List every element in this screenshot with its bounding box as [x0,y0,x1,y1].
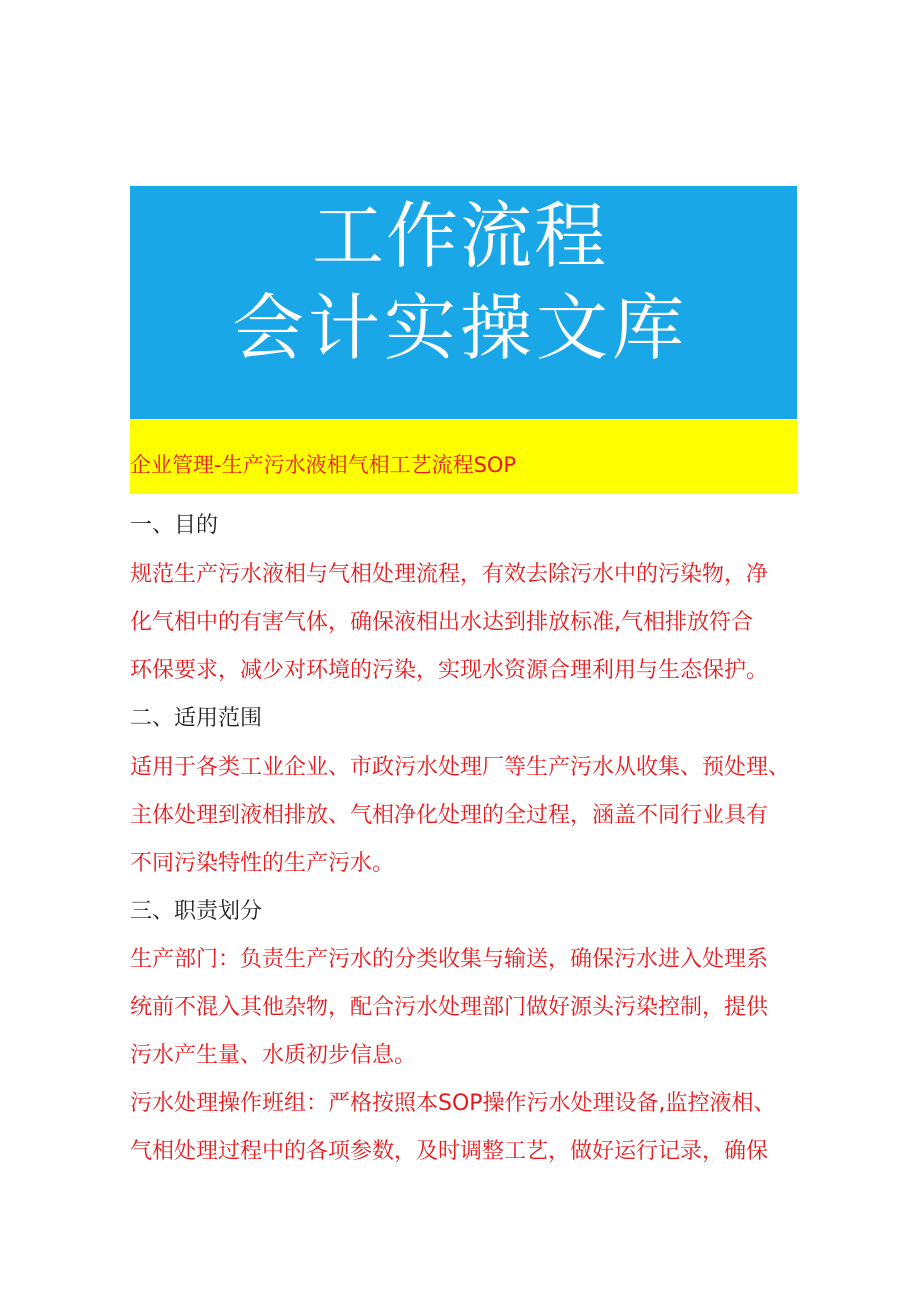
section-heading-scope: 二、适用范围 [130,706,263,731]
paragraph-line: 气相处理过程中的各项参数，及时调整工艺，做好运行记录，确保 [130,1139,769,1164]
paragraph-line: 适用于各类工业企业、市政污水处理厂等生产污水从收集、预处理、 [130,755,791,780]
paragraph-line: 环保要求，减少对环境的污染，实现水资源合理利用与生态保护。 [130,658,769,683]
paragraph-line: 统前不混入其他杂物，配合污水处理部门做好源头污染控制，提供 [130,995,769,1020]
section-heading-purpose: 一、目的 [130,513,219,538]
section-heading-responsibilities: 三、职责划分 [130,899,263,924]
paragraph-line: 生产部门：负责生产污水的分类收集与输送，确保污水进入处理系 [130,947,769,972]
paragraph-line: 主体处理到液相排放、气相净化处理的全过程，涵盖不同行业具有 [130,803,769,828]
banner-title-line-1: 工作流程 [311,194,608,278]
paragraph-line: 污水产生量、水质初步信息。 [130,1043,417,1068]
paragraph-line: 污水处理操作班组：严格按照本SOP操作污水处理设备,监控液相、 [130,1091,776,1116]
paragraph-line: 化气相中的有害气体，确保液相出水达到排放标准,气相排放符合 [130,610,753,635]
paragraph-line: 不同污染特性的生产污水。 [130,851,395,876]
paragraph-line: 规范生产污水液相与气相处理流程，有效去除污水中的污染物，净 [130,562,769,587]
banner-title-line-2: 会计实操文库 [231,286,688,370]
document-subtitle: 企业管理-生产污水液相气相工艺流程SOP [130,453,517,477]
